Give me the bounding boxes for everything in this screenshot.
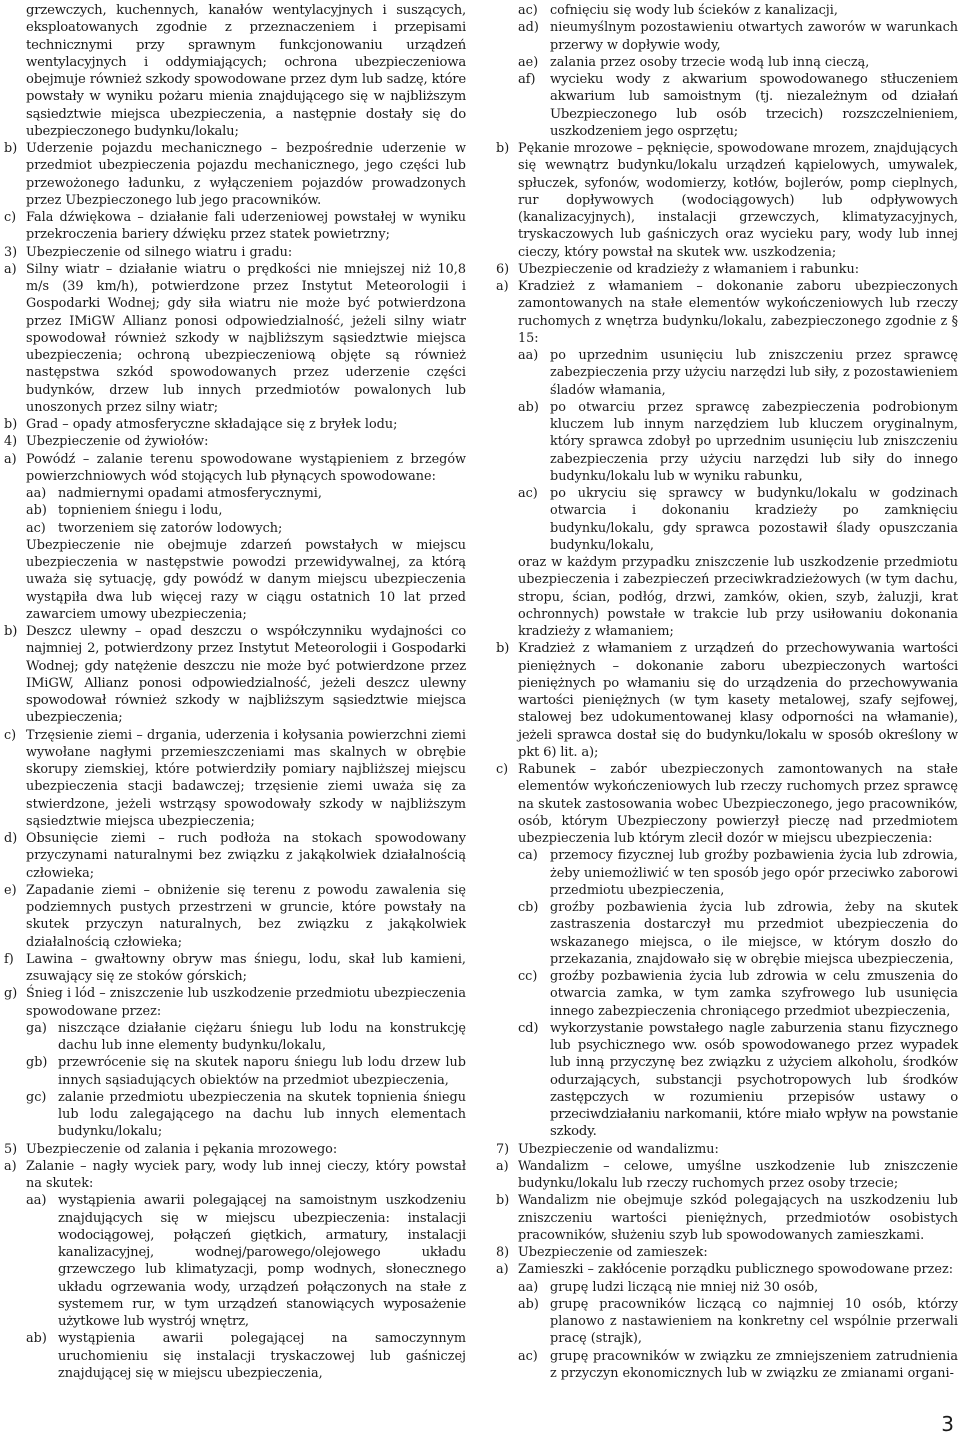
list-item-marker: ab): [518, 1296, 539, 1312]
list-item: [496, 19, 958, 54]
list-item-text: Fala dźwiękowa – działanie fali uderzeniowej powstałej w wyniku przekroczenia bariery dźwięku przez statek powietrzny;: [26, 210, 466, 243]
list-item: [4, 1330, 466, 1382]
list-item-text: Silny wiatr – działanie wiatru o prędkości nie mniejszej niż 10,8 m/s (39 km/h), potwierdzone przez Instytut Meteorologii i Gospodarki Wodnej; gdy siła wiatru nie może być potwierdzona przez IMiGW Allianz ponosi odpowiedzialność, jeżeli silny wiatr spowodował również szkody w najbliższym sąsiedztwie miejsca ubezpieczenia; ochroną ubezpieczeniową objęte są również następstwa szkód spowodowanych przez uderzenie części budynków, drzew lub innych przedmiotów powalonych lub unoszonych przez silny wiatr;: [26, 261, 466, 415]
list-item: [4, 244, 466, 261]
list-item-marker: a): [496, 1158, 509, 1174]
list-item: [496, 1279, 958, 1296]
right-column: [496, 2, 958, 1382]
list-item: [4, 1158, 466, 1193]
list-item-text: Obsunięcie ziemi – ruch podłoża na stokach spowodowany przyczynami naturalnymi bez związku z jakąkolwiek działalnością człowieka;: [26, 831, 466, 881]
list-item-marker: 6): [496, 261, 510, 277]
list-item-marker: a): [4, 451, 17, 467]
list-item-marker: ca): [518, 848, 538, 864]
list-item: [496, 140, 958, 261]
list-item: [496, 968, 958, 1020]
list-item-marker: cc): [518, 969, 538, 984]
list-item-text: wycieku wody z akwarium spowodowanego stłuczeniem akwarium lub samoistnym (tj. niezależnym od działań Ubezpieczonego lub osób trzecich) rozszczelnieniem, uszkodzeniem jego osprzętu;: [550, 72, 958, 139]
list-item-marker: ae): [518, 54, 539, 70]
list-item-text: tworzeniem się zatorów lodowych;: [58, 520, 283, 536]
list-item-text: wykorzystanie powstałego nagle zaburzenia stanu fizycznego lub psychicznego ww. osób spowodowanego przez wypadek lub inną przyczynę bez związku z użyciem alkoholu, środków odurzających, substancji psychotropowych lub środków zastępczych w rozumieniu przepisów ustawy o przeciwdziałaniu narkomanii, które miało wpływ na powstanie szkody.: [550, 1020, 958, 1140]
list-item-marker: aa): [518, 348, 539, 363]
list-item: [496, 1192, 958, 1244]
list-item-text: po uprzednim usunięciu lub zniszczeniu przez sprawcę zabezpieczenia przy użyciu narzędzi lub siły, z pozostawieniem śladów włamania,: [550, 348, 959, 398]
list-item: [4, 261, 466, 416]
list-item-marker: ab): [26, 1331, 47, 1347]
list-item: [4, 451, 466, 486]
list-item-marker: cb): [518, 900, 539, 915]
list-item-text: wystąpienia awarii polegającej na samoczynnym uruchomieniu się instalacji tryskaczowej lub gaśniczej znajdującej się w miejscu ubezpieczenia,: [58, 1331, 466, 1381]
list-item: [4, 1089, 466, 1141]
list-item-text: grupę pracowników w związku ze zmniejszeniem zatrudnienia z przyczyn ekonomicznych lub w związku ze zmianami organi-: [550, 1348, 958, 1381]
list-item-marker: b): [4, 417, 18, 432]
list-item: [4, 485, 466, 502]
list-item-marker: f): [4, 951, 14, 967]
list-item-marker: a): [4, 1158, 17, 1174]
list-item-marker: e): [4, 882, 17, 898]
list-item: [4, 727, 466, 831]
list-item-marker: b): [4, 141, 18, 156]
list-item-text: Grad – opady atmosferyczne składające się z bryłek lodu;: [26, 417, 398, 432]
list-item-marker: b): [4, 624, 18, 639]
list-item-text: Ubezpieczenie od kradzieży z włamaniem i rabunku:: [518, 261, 860, 277]
list-item-text: Ubezpieczenie od zamieszek:: [518, 1245, 708, 1260]
list-item: [496, 2, 958, 19]
list-item-text: wystąpienia awarii polegającej na samoistnym uszkodzeniu znajdujących się w miejscu ubezpieczenia: instalacji wodociągowej, połączeń giętkich, armatury, instalacji kanalizacyjnej, wodnej/parowego/olejowego układu grzewczego lub klimatyzacji, pomp wodnych, słonecznego układu ogrzewania wody, urządzeń połączonych na stałe z systemem rur, w tym urządzeń stanowiących wyposażenie użytkowe lub wystrój wnętrz,: [58, 1193, 466, 1329]
list-item-text: Ubezpieczenie od silnego wiatru i gradu:: [26, 244, 293, 260]
list-item-text: Śnieg i lód – zniszczenie lub uszkodzenie przedmiotu ubezpieczenia spowodowane przez:: [26, 986, 466, 1019]
list-item: [496, 399, 958, 485]
list-item-text: Zapadanie ziemi – obniżenie się terenu z powodu zawalenia się podziemnych pustych przestrzeni w gruncie, które powstały na skutek przyczyn naturalnych, bez związku z jakąkolwiek działalnością człowieka;: [26, 882, 466, 950]
list-item-text: zalania przez osoby trzecie wodą lub inną cieczą,: [550, 54, 870, 70]
list-item-text: Zamieszki – zakłócenie porządku publicznego spowodowane przez:: [518, 1262, 954, 1278]
list-item-text: przemocy fizycznej lub groźby pozbawienia życia lub zdrowia, żeby uniemożliwić w ten sposób jego opór przeciwko zaborowi przedmiotu ubezpieczenia,: [550, 848, 958, 898]
list-item-marker: c): [4, 210, 17, 225]
list-item: [496, 1141, 958, 1158]
list-item-text: Rabunek – zabór ubezpieczonych zamontowanych na stałe elementów wykończeniowych lub rzeczy ruchomych przez sprawcę na skutek zastosowania wobec Ubezpieczonego, jego pracowników, osób, którym Ubezpieczony powierzył pieczę nad przedmiotem ubezpieczenia lub którym zlecił dozór w miejscu ubezpieczenia:: [518, 762, 958, 846]
list-item-text: zalanie przedmiotu ubezpieczenia na skutek topnienia śniegu lub lodu zalegającego na dachu lub innych elementach budynku/lokalu;: [58, 1089, 466, 1140]
list-item-text: niszczące działanie ciężaru śniegu lub lodu na konstrukcję dachu lub inne elementy budynku/lokalu,: [58, 1020, 466, 1053]
list-item-text: po otwarciu przez sprawcę zabezpieczenia podrobionym kluczem lub innym narzędziem lub kluczem oryginalnym, który sprawca zdobył po uprzednim usunięciu lub zniszczeniu zabezpieczenia przy użyciu narzędzi lub siły do innego budynku/lokalu lub w wyniku rabunku,: [550, 399, 958, 484]
list-item-marker: b): [496, 141, 510, 156]
list-item: [496, 899, 958, 968]
list-item-text: grupę pracowników liczącą co najmniej 10 osób, którzy planowo z nastawieniem na konkretny cel wspólnie przerwali pracę (strajk),: [550, 1296, 958, 1347]
list-item: [496, 71, 958, 140]
list-item-marker: ad): [518, 20, 539, 36]
list-item: [4, 985, 466, 1020]
list-item-text: Wandalizm nie obejmuje szkód polegających na uszkodzeniu lub zniszczeniu wartości pieniężnych, przedmiotów osobistych pracowników, służeniu szyb lub spowodowanych zamieszkami.: [518, 1193, 958, 1243]
list-item-text: po ukryciu się sprawcy w budynku/lokalu w godzinach otwarcia i dokonaniu kradzieży po zamknięciu budynku/lokalu, gdy sprawca pozostawił ślady opuszczania budynku/lokalu,: [550, 486, 958, 553]
list-item: [496, 1244, 958, 1261]
list-item-text: topnieniem śniegu i lodu,: [58, 503, 223, 519]
list-item-marker: aa): [26, 1193, 47, 1209]
list-item-text: Trzęsienie ziemi – drgania, uderzenia i kołysania powierzchni ziemi wywołane nagłymi przemieszczeniami mas skalnych w obrębie skorupy ziemskiej, które potwierdziły pomiary najbliższej miejscu ubezpieczenia stacji badawczej; trzęsienie ziemi uważa się za stwierdzone, jeżeli wstrząsy spowodowały szkody w najbliższym sąsiedztwie miejsca ubezpieczenia;: [26, 727, 466, 829]
list-item-marker: 5): [4, 1141, 18, 1157]
list-item-text: cofnięciu się wody lub ścieków z kanalizacji,: [550, 3, 838, 18]
list-item: [4, 830, 466, 882]
list-item-marker: a): [496, 1262, 509, 1278]
list-item-marker: b): [496, 1193, 510, 1209]
list-item-text: nadmiernymi opadami atmosferycznymi,: [58, 486, 322, 501]
list-item-marker: gc): [26, 1089, 47, 1105]
paragraph: Ubezpieczenie nie obejmuje zdarzeń powstałych w miejscu ubezpieczenia w następstwie powodzi przewidywalnej, za którą uważa się sytuację, gdy powódź w danym miejscu ubezpieczenia wystąpiła dwa lub więcej razy w ciągu ostatnich 10 lat przed zawarciem umowy ubezpieczenia;: [26, 537, 466, 622]
list-item-text: Uderzenie pojazdu mechanicznego – bezpośrednie uderzenie w przedmiot ubezpieczenia pojazdu mechanicznego, jego części lub przewożonego ładunku, z wyłączeniem pojazdów prowadzonych przez Ubezpieczonego lub jego pracowników.: [26, 141, 466, 208]
list-item: [496, 847, 958, 899]
list-item: [4, 416, 466, 433]
left-column: [4, 2, 466, 1382]
list-item-marker: a): [496, 279, 509, 294]
list-item-marker: ac): [518, 3, 538, 18]
list-item-marker: b): [496, 641, 510, 657]
list-item-text: Ubezpieczenie od żywiołów:: [26, 434, 209, 450]
list-item: [496, 485, 958, 554]
list-item-text: Lawina – gwałtowny obryw mas śniegu, lodu, skał lub kamieni, zsuwający się ze stoków górskich;: [26, 951, 466, 984]
list-item-text: Deszcz ulewny – opad deszczu o współczynniku wydajności co najmniej 2, potwierdzony przez Instytut Meteorologii i Gospodarki Wodnej; gdy natężenie deszczu nie może być potwierdzone przez IMiGW, Allianz ponosi odpowiedzialność, jeżeli deszcz ulewny spowodował również szkody w najbliższym sąsiedztwie miejsca ubezpieczenia;: [26, 624, 466, 726]
list-item-marker: ac): [518, 486, 538, 501]
list-item-marker: g): [4, 986, 18, 1002]
list-item: [4, 520, 466, 537]
list-item-marker: ac): [26, 520, 46, 536]
list-item: [496, 347, 958, 399]
list-item-marker: aa): [518, 1279, 539, 1295]
list-item-marker: c): [4, 727, 17, 743]
list-item-text: grupę ludzi liczącą nie mniej niż 30 osób,: [550, 1279, 819, 1295]
paragraph: grzewczych, kuchennych, kanałów wentylacyjnych i suszących, eksploatowanych zgodnie z przeznaczeniem i przepisami technicznymi przy sprawnym funkcjonowaniu urządzeń wentylacyjnych i oddymiających; ochrona ubezpieczeniowa obejmuje również szkody spowodowane przez dym lub sadzę, które powstały w wyniku pożaru mienia znajdującego się w najbliższym sąsiedztwie miejsca ubezpieczenia, a następnie dostały się do ubezpieczonego budynku/lokalu;: [26, 3, 466, 139]
list-item-text: Kradzież z włamaniem z urządzeń do przechowywania wartości pieniężnych – dokonanie zaboru ubezpieczonych wartości pieniężnych po włamaniu się do urządzenia do przechowywania wartości pieniężnych (w tym kasety metalowej, szafy sejfowej, stalowej bez udokumentowanej klasy odporności na włamanie), jeżeli sprawca dostał się do budynku/lokalu w sposób określony w pkt 6) lit. a);: [518, 641, 958, 760]
list-item: [4, 502, 466, 519]
list-item: [4, 209, 466, 244]
list-item: [4, 882, 466, 951]
list-item-text: groźby pozbawienia życia lub zdrowia w celu zmuszenia do otwarcia zamka, w tym zamka szyfrowego lub usunięcia innego zabezpieczenia chroniącego przedmiot ubezpieczenia,: [550, 969, 958, 1019]
list-item-text: Pękanie mrozowe – pęknięcie, spowodowane mrozem, znajdujących się wewnątrz budynku/lokalu urządzeń kąpielowych, umywalek, spłuczek, syfonów, wodomierzy, kotłów, bojlerów, pomp cieplnych, rur dopływowych (wodociągowych) lub odpływowych (kanalizacyjnych), instalacji grzewczych, klimatyzacyjnych, tryskaczowych lub gaśniczych oraz wycieku pary, wody lub innej cieczy, który powstał na skutek ww. uszkodzenia;: [518, 141, 958, 260]
list-item: [496, 261, 958, 278]
list-item-text: Ubezpieczenie od wandalizmu:: [518, 1141, 719, 1157]
list-item: [4, 1020, 466, 1055]
list-item-marker: ab): [518, 399, 539, 415]
list-item-marker: af): [518, 72, 536, 87]
list-item: [496, 1261, 958, 1278]
list-item: [496, 1020, 958, 1141]
list-item: [496, 1158, 958, 1193]
page-number: 3: [941, 1412, 954, 1436]
list-item-marker: ac): [518, 1348, 538, 1364]
list-item-text: przewrócenie się na skutek naporu śniegu lub lodu drzew lub innych sąsiadujących obiektów na przedmiot ubezpieczenia,: [58, 1055, 466, 1088]
list-item-marker: gb): [26, 1055, 48, 1071]
list-item: [4, 1141, 466, 1158]
list-item-text: Powódź – zalanie terenu spowodowane wystąpieniem z brzegów powierzchniowych wód stojących lub płynących spowodowane:: [26, 451, 466, 484]
list-item-marker: c): [496, 762, 509, 777]
list-item-marker: cd): [518, 1020, 539, 1036]
paragraph: oraz w każdym przypadku zniszczenie lub uszkodzenie przedmiotu ubezpieczenia i zabezpieczeń przeciwkradzieżowych (w tym dachu, stropu, ścian, podłóg, drzwi, zamków, okien, szyb, żaluzji, krat ochronnych) powstałe w trakcie lub przy usiłowaniu dokonania kradzieży z włamaniem;: [518, 555, 958, 639]
list-item-text: Ubezpieczenie od zalania i pękania mrozowego:: [26, 1141, 338, 1157]
list-item: [4, 1192, 466, 1330]
list-item: [4, 951, 466, 986]
list-item: [4, 140, 466, 209]
list-item-marker: ab): [26, 503, 47, 519]
list-item: [496, 1296, 958, 1348]
list-item-marker: ga): [26, 1020, 47, 1036]
list-item-marker: a): [4, 261, 17, 277]
list-item-text: Zalanie – nagły wyciek pary, wody lub innej cieczy, który powstał na skutek:: [26, 1158, 466, 1191]
list-item-text: groźby pozbawienia życia lub zdrowia, żeby na skutek zastraszenia dostarczył mu przedmiot ubezpieczenia do wskazanego miejsca, o ile miejsce, w którym doszło do przekazania, znajdowało się w obrębie miejsca ubezpieczenia,: [550, 900, 958, 967]
list-item: [496, 640, 958, 761]
list-item-marker: d): [4, 831, 18, 846]
list-item-marker: 7): [496, 1141, 510, 1157]
list-item-text: Kradzież z włamaniem – dokonanie zaboru ubezpieczonych zamontowanych na stałe elementów wykończeniowych lub rzeczy ruchomych z wnętrza budynku/lokalu, zabezpieczonego zgodnie z § 15:: [518, 279, 958, 346]
list-item: [4, 433, 466, 450]
list-item-marker: aa): [26, 486, 47, 501]
list-item-marker: 3): [4, 244, 18, 260]
list-item: [4, 623, 466, 727]
list-item-marker: 4): [4, 434, 18, 450]
list-item-text: Wandalizm – celowe, umyślne uszkodzenie lub zniszczenie budynku/lokalu lub rzeczy ruchomych przez osoby trzecie;: [518, 1158, 958, 1191]
list-item: [496, 278, 958, 347]
list-item: [4, 1054, 466, 1089]
list-item-text: nieumyślnym pozostawieniu otwartych zaworów w warunkach przerwy w dopływie wody,: [550, 20, 958, 53]
list-item: [496, 761, 958, 847]
list-item: [496, 1348, 958, 1383]
list-item: [496, 54, 958, 71]
list-item-marker: 8): [496, 1245, 510, 1260]
